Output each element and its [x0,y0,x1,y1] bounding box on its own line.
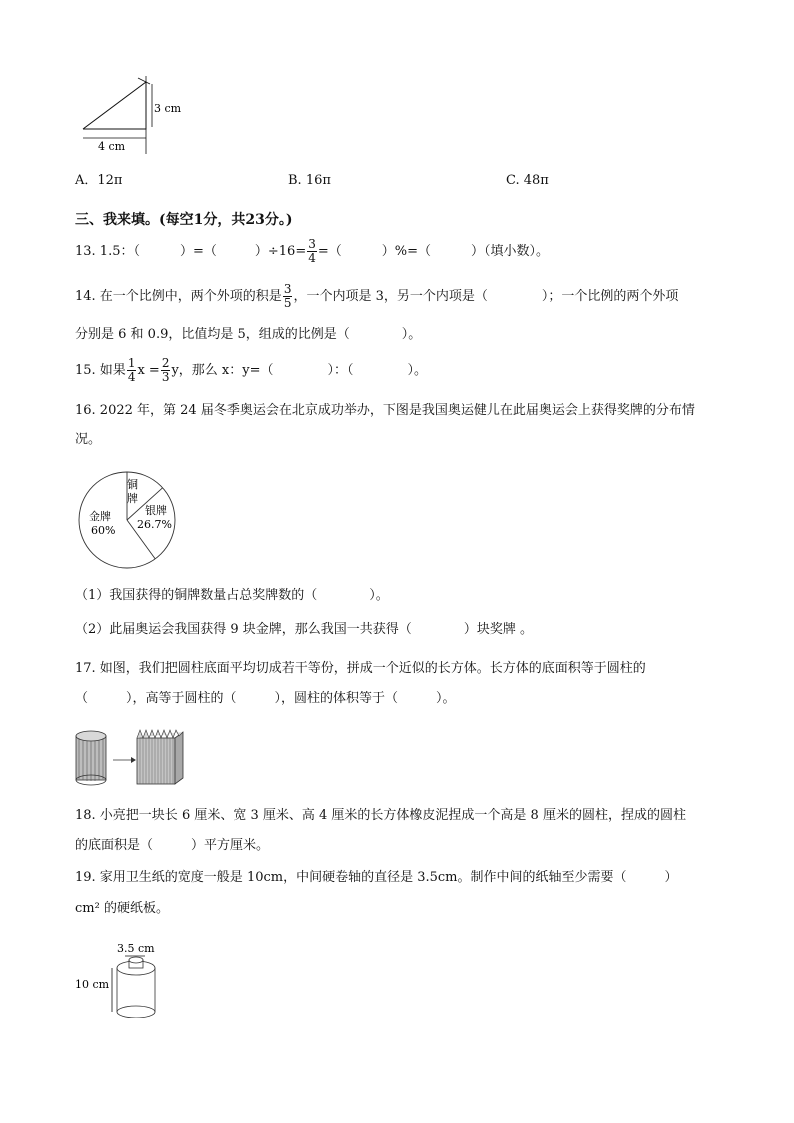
section-heading: 三、我来填。(每空1分，共23分。) [75,212,293,228]
question-16-sub1: （1）我国获得的铜牌数量占总奖牌数的（ ）。 [75,588,389,603]
question-16-sub2: （2）此届奥运会我国获得 9 块金牌，那么我国一共获得（ ）块奖牌 。 [75,622,533,637]
triangle-height-label: 3 cm [154,102,182,115]
question-14-line1: 14. 在一个比例中，两个外项的积是 $\frac{3}{5}$ ，一个内项是 3，另一个内项是（ ）；一个比例的两个外项 [75,282,679,310]
pie-label-silver: 银牌 [145,504,167,517]
triangle-figure [78,72,198,162]
question-19-line1: 19. 家用卫生纸的宽度一般是 10cm，中间硬卷轴的直径是 3.5cm。制作中间的纸轴至少需要（ ） [75,870,678,885]
pie-label-bronze-1: 铜 [127,478,138,491]
question-17-line1: 17. 如图，我们把圆柱底面平均切成若干等份，拼成一个近似的长方体。长方体的底面积等于圆柱的 [75,661,646,676]
medal-pie-chart [75,468,180,573]
question-16-line2: 况。 [75,432,102,447]
pie-label-gold: 金牌 [89,510,111,523]
roll-diameter-label: 3.5 cm [117,942,155,955]
fraction-1-4: $\frac{1}{4}$ [127,356,136,384]
option-a: A．12π [75,173,123,188]
option-b: B. 16π [288,173,331,188]
fraction-3-4: $\frac{3}{4}$ [308,237,316,265]
question-17-line2: （ ），高等于圆柱的（ ），圆柱的体积等于（ ）。 [75,691,456,706]
cylinder-cuboid-figure [75,728,190,788]
question-16-line1: 16. 2022 年，第 24 届冬季奥运会在北京成功举办，下图是我国奥运健儿在此届奥运会上获得奖牌的分布情 [75,403,695,418]
paper-roll-figure [75,938,185,1018]
question-19-line2: cm² 的硬纸板。 [75,901,169,916]
question-18-line1: 18. 小亮把一块长 6 厘米、宽 3 厘米、高 4 厘米的长方体橡皮泥捏成一个高是 8 厘米的圆柱，捏成的圆柱 [75,808,686,823]
fraction-3-5: $\frac{3}{5}$ [283,282,292,310]
question-18-line2: 的底面积是（ ）平方厘米。 [75,838,270,853]
pie-label-silver-pct: 26.7% [137,518,172,531]
fraction-2-3: $\frac{2}{3}$ [161,356,170,384]
question-13: 13. 1.5：（ ）=（ ）÷16= $\frac{3}{4}$ =（ ）%=（ ）（填小数）。 [75,237,550,265]
roll-height-label: 10 cm [75,978,110,991]
triangle-base-label: 4 cm [98,140,126,153]
pie-label-gold-pct: 60% [91,524,116,537]
question-15: 15. 如果 $\frac{1}{4}$ x = $\frac{2}{3}$ y，那么 x：y=（ ）：（ ）。 [75,356,428,384]
option-c: C. 48π [506,173,549,188]
question-14-line2: 分别是 6 和 0.9，比值均是 5，组成的比例是（ ）。 [75,327,422,342]
pie-label-bronze-2: 牌 [127,492,138,505]
